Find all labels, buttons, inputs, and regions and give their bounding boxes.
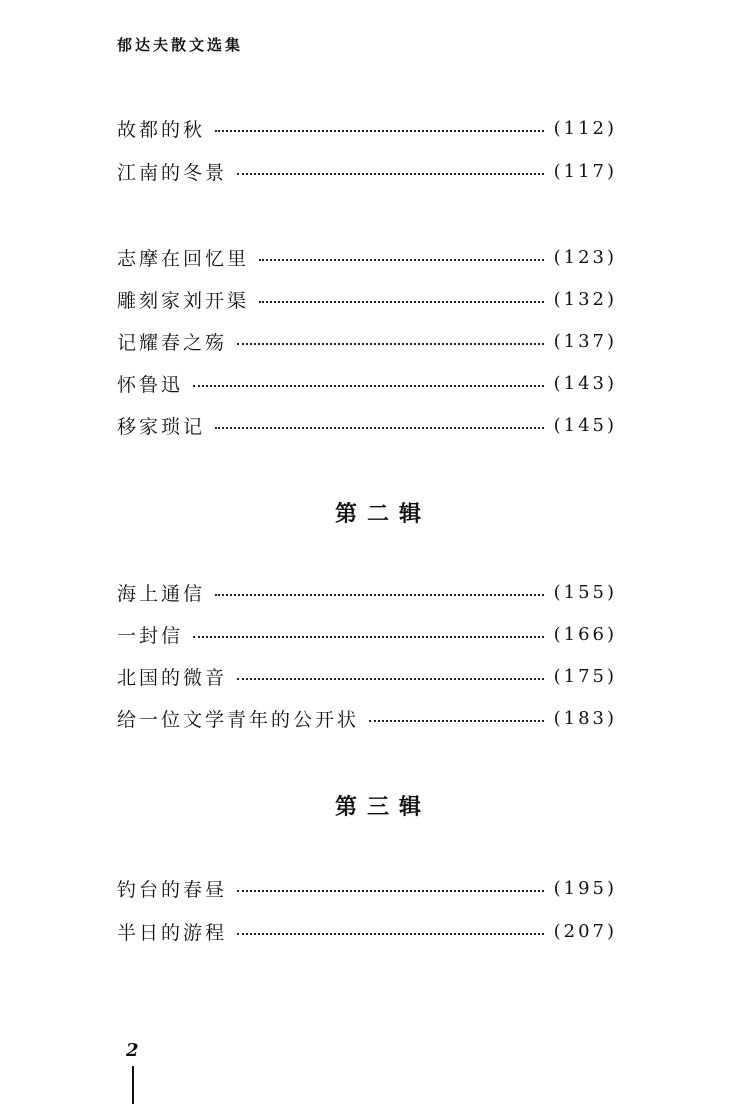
toc-entry [117,410,617,440]
toc-entry [117,577,617,607]
folio-rule [132,1066,134,1104]
toc-entry-page: (207) [553,920,617,942]
dot-leader [215,594,544,596]
toc-entry-page: (195) [553,877,617,899]
toc-entry-page: (145) [553,414,617,436]
toc-entry [117,619,617,649]
toc-entry-page: (117) [553,160,617,182]
dot-leader [215,427,544,429]
dot-leader [259,259,544,261]
toc-entry [117,284,617,314]
page-number: 2 [126,1040,139,1061]
toc-entry-title: 给一位文学青年的公开状 [117,708,360,731]
running-head: 郁达夫散文选集 [117,36,244,54]
toc-entry-title: 海上通信 [117,582,206,605]
toc-entry-title: 移家琐记 [117,415,206,438]
toc-entry-title: 怀鲁迅 [117,373,184,396]
toc-entry [117,326,617,356]
toc-entry-page: (166) [553,623,617,645]
dot-leader [369,720,544,722]
toc-entry-page: (137) [553,330,617,352]
toc-entry-title: 雕刻家刘开渠 [117,289,250,312]
toc-entry-title: 北国的微音 [117,666,228,689]
toc-entry [117,873,617,903]
toc-entry-title: 江南的冬景 [117,161,228,184]
toc-entry-title: 钓台的春昼 [117,878,228,901]
dot-leader [237,173,544,175]
toc-entry-page: (175) [553,665,617,687]
toc-entry [117,113,617,143]
dot-leader [237,933,544,935]
toc-entry-page: (183) [553,707,617,729]
dot-leader [215,130,544,132]
toc-entry-page: (155) [553,581,617,603]
dot-leader [237,343,544,345]
toc-entry [117,368,617,398]
toc-entry-title: 志摩在回忆里 [117,247,250,270]
section-heading: 第二辑 [334,502,431,527]
dot-leader [193,636,544,638]
section-heading: 第三辑 [334,795,431,820]
dot-leader [237,890,544,892]
toc-entry-page: (132) [553,288,617,310]
toc-entry-title: 半日的游程 [117,921,228,944]
toc-entry-page: (112) [553,117,617,139]
toc-entry-page: (143) [553,372,617,394]
toc-entry-title: 一封信 [117,624,184,647]
toc-entry-title: 记耀春之殇 [117,331,228,354]
toc-entry [117,703,617,733]
toc-entry [117,156,617,186]
toc-entry [117,242,617,272]
dot-leader [237,678,544,680]
toc-entry-page: (123) [553,246,617,268]
dot-leader [259,301,544,303]
toc-entry-title: 故都的秋 [117,118,206,141]
dot-leader [193,385,544,387]
toc-entry [117,916,617,946]
toc-entry [117,661,617,691]
